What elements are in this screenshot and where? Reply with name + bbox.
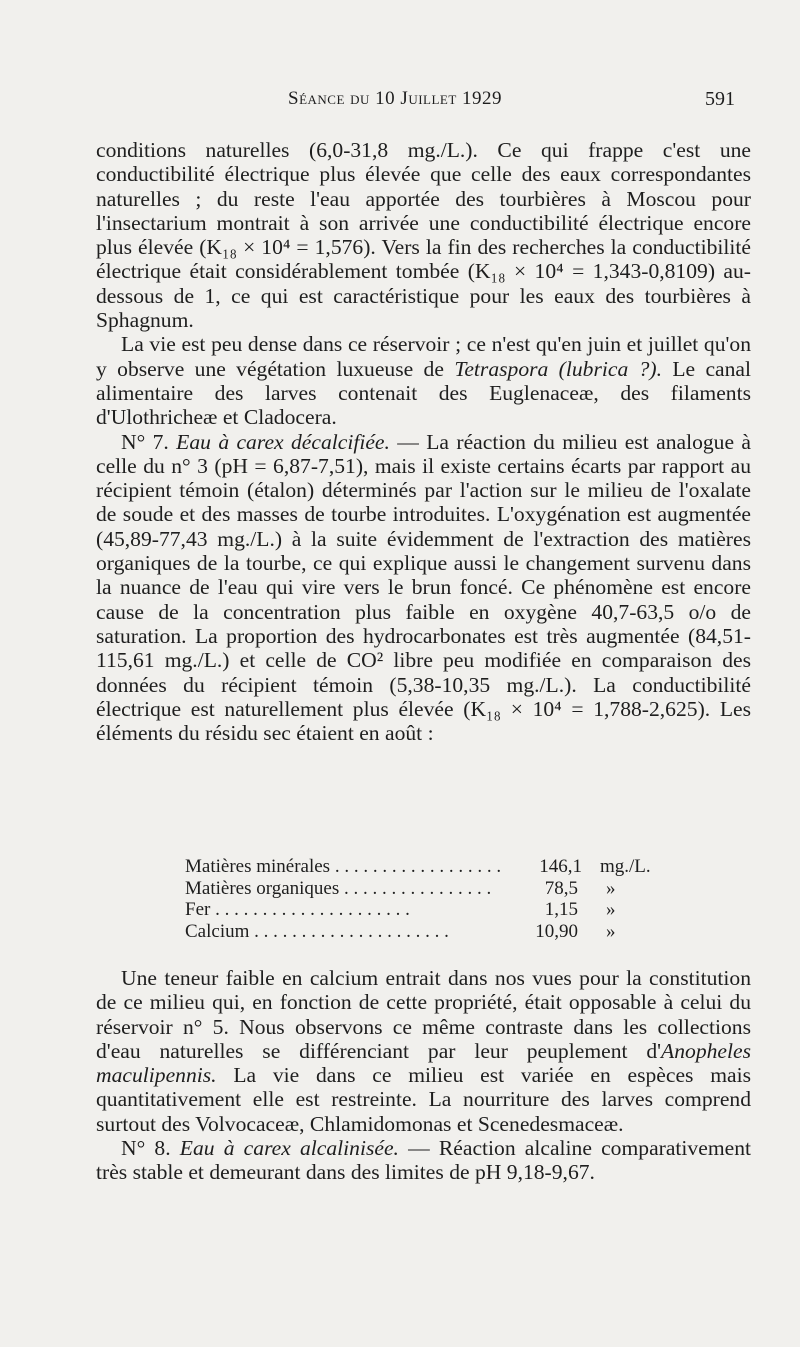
species-anopheles: Anopheles maculipennis. (96, 1038, 751, 1088)
paragraph-calcium-text-2: La vie dans ce milieu est variée en espèces mais quantitativement elle est restreinte. La nourriture des larves comprend surtout des Volvocaceæ, Chlamidomonas et Scenedesmaceæ. (96, 1063, 751, 1136)
paragraph-calcium (96, 966, 751, 1136)
residue-name: Matières organiques . . . (185, 878, 497, 900)
species-tetraspora: Tetraspora (lubrica ?). (454, 356, 662, 381)
residue-unit: » (606, 920, 616, 942)
paragraph-vie-text: La vie est peu dense dans ce réservoir ; ce n'est qu'en juin et juillet qu'on y observe une végétation luxueuse de (96, 332, 751, 381)
paragraph-calcium-text: Une teneur faible en calcium entrait dans nos vues pour la constitution de ce milieu qui, en fonction de cette propriété, était opposable à celui du réservoir n° 5. Nous observons ce même contraste dans les collections d'eau naturelles se différenciant par leur peuplement d' (96, 966, 751, 1063)
section-number-7: N° 7. (121, 429, 169, 454)
table-row (185, 878, 705, 900)
paragraph-conductibility: conditions naturelles (6,0-31,8 mg./L.). Ce qui frappe c'est une conductibilité électrique plus élevée que celle des eaux correspondantes naturelles ; du reste l'eau apportée des tourbières à Moscou pour l'insectarium montrait à son arrivée une conductibilité électrique encore plus élevée (K₁₈ × 10⁴ = 1,576). Vers la fin des recherches la conductibilité électrique était considérablement tombée (K₁₈ × 10⁴ = 1,343-0,8109) au-dessous de 1, ce qui est caractéristique pour les eaux des tourbières à Sphagnum. (96, 138, 751, 333)
table-row (185, 899, 705, 921)
table-row (185, 856, 705, 878)
residue-table (185, 856, 705, 942)
residue-name: Matières minérales . . . (185, 856, 500, 878)
residue-unit: mg./L. (600, 856, 651, 877)
residue-value: 10,90 (535, 920, 578, 942)
residue-value: 78,5 (544, 877, 578, 899)
section-title-8: Eau à carex alcalinisée. (179, 1136, 399, 1161)
paragraph-no7 (96, 430, 751, 746)
page-number: 591 (705, 88, 735, 110)
section-title-7: Eau à carex décalcifiée. (176, 429, 390, 454)
paragraph-no8-text: — Réaction alcaline comparativement très stable et demeurant dans des limites de pH 9,18-9,67. (96, 1136, 751, 1185)
residue-value: 1,15 (544, 899, 578, 920)
residue-value: 146,1 (539, 856, 582, 877)
residue-name: Fer . . . (185, 899, 497, 921)
residue-unit: » (606, 877, 616, 899)
paragraph-vie-reservoir (96, 332, 751, 429)
paragraph-no7-text: — La réaction du milieu est analogue à celle du n° 3 (pH = 6,87-7,51), mais il existe certains écarts par rapport au récipient témoin (étalon) déterminés par l'action sur le milieu de l'oxalate de soude et des masses de tourbe introduites. L'oxygénation est augmentée (45,89-77,43 mg./L.) à la suite évidemment de l'extraction des matières organiques de la tourbe, ce qui explique aussi le changement survenu dans la nuance de l'eau qui vire vers le brun foncé. Ce phénomène est encore cause de la concentration plus faible en oxygène 40,7-63,5 o/o de saturation. La proportion des hydrocarbonates est très augmentée (84,51-115,61 mg./L.) et celle de CO² libre peu modifiée en comparaison des données du récipient témoin (5,38-10,35 mg./L.). La conductibilité électrique est naturellement plus élevée (K₁₈ × 10⁴ = 1,788-2,625). Les éléments du résidu sec étaient en août : (96, 429, 752, 746)
residue-unit: » (606, 899, 616, 920)
paragraph-no8 (96, 1136, 751, 1185)
paragraph-canal-text: Le canal alimentaire des larves contenait des Euglenaceæ, des filaments d'Ulothricheæ et Cladocera. (96, 356, 751, 430)
table-row (185, 921, 705, 943)
section-number-8: N° 8. (121, 1136, 171, 1161)
body-text-upper (96, 138, 751, 745)
body-text-lower (96, 966, 751, 1185)
residue-name: Calcium . . . (185, 921, 497, 943)
running-title: Séance du 10 Juillet 1929 (288, 88, 503, 109)
page-header (0, 88, 800, 118)
